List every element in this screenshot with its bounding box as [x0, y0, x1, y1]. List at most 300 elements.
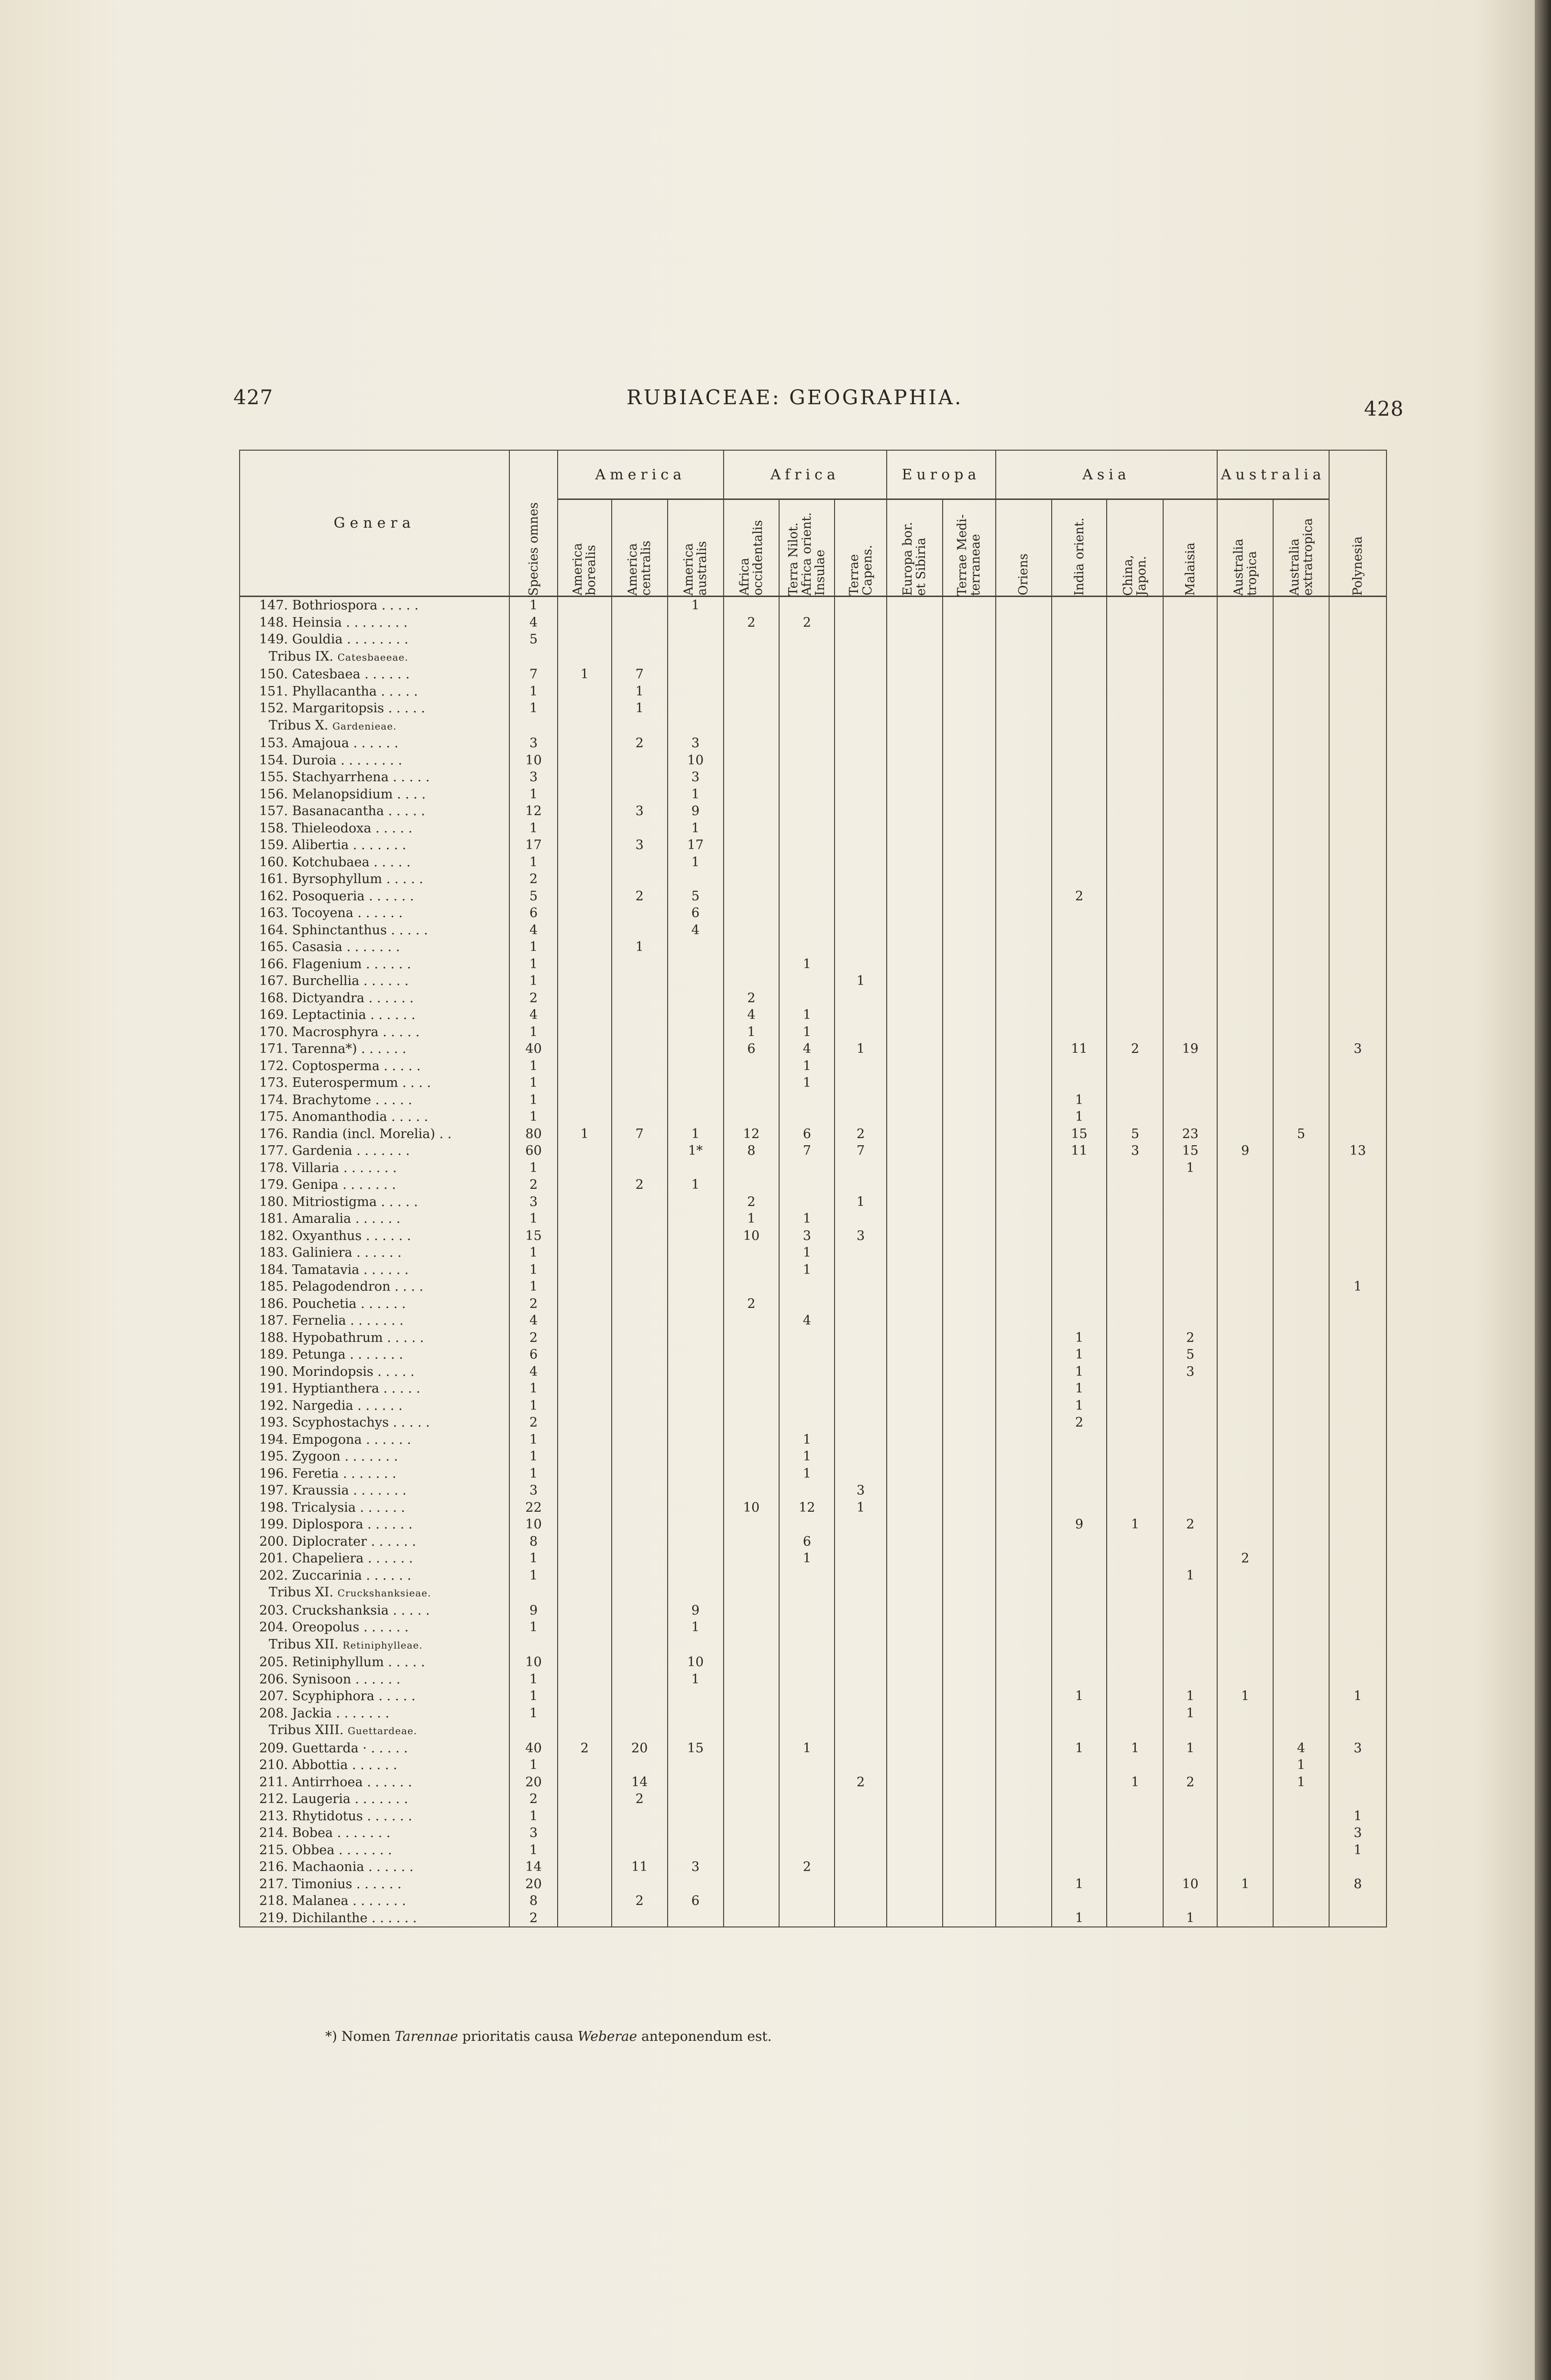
genus-name: 166. Flagenium . . . . . . [240, 956, 509, 973]
cell-af-occ [724, 666, 780, 683]
cell-india [1052, 700, 1107, 717]
cell-polynesia: 3 [1329, 1740, 1386, 1757]
cell-au-trop [1217, 871, 1273, 888]
cell-eu-bor [887, 1808, 943, 1825]
cell-af-nil [779, 1176, 835, 1194]
cell-af-nil: 1 [779, 1074, 835, 1092]
cell-au-extra [1273, 1295, 1329, 1313]
cell-af-occ [724, 1893, 780, 1910]
cell-af-nil [779, 597, 835, 614]
cell-eu-med [943, 1126, 996, 1143]
genus-row [240, 1516, 1386, 1533]
cell-au-trop [1217, 614, 1273, 631]
species-count: 8 [509, 1893, 558, 1910]
cell-af-cap [835, 956, 887, 973]
cell-au-trop [1217, 1757, 1273, 1774]
genus-name: 179. Genipa . . . . . . . [240, 1176, 509, 1194]
cell-china [1107, 1363, 1163, 1381]
cell-am-bor [558, 939, 612, 956]
genus-row [240, 1244, 1386, 1262]
empty-cell [1107, 717, 1163, 735]
cell-af-nil [779, 1842, 835, 1859]
cell-eu-med [943, 973, 996, 990]
cell-am-aus: 15 [668, 1740, 724, 1757]
cell-am-cen: 1 [612, 700, 668, 717]
cell-au-extra [1273, 1380, 1329, 1397]
cell-eu-med [943, 1842, 996, 1859]
cell-am-cen [612, 1024, 668, 1041]
cell-af-nil: 2 [779, 1859, 835, 1876]
cell-india [1052, 803, 1107, 820]
cell-india [1052, 1160, 1107, 1177]
cell-eu-med [943, 1859, 996, 1876]
species-count: 1 [509, 973, 558, 990]
species-count: 10 [509, 1654, 558, 1671]
cell-polynesia [1329, 1160, 1386, 1177]
cell-am-cen [612, 1295, 668, 1313]
cell-au-trop [1217, 1278, 1273, 1295]
cell-af-occ: 4 [724, 1007, 780, 1024]
cell-am-cen [612, 1619, 668, 1636]
cell-malaisia [1163, 888, 1217, 905]
genus-name: 169. Leptactinia . . . . . . [240, 1007, 509, 1024]
cell-india [1052, 786, 1107, 803]
genus-row [240, 820, 1386, 837]
cell-am-aus [668, 1550, 724, 1567]
cell-india [1052, 1210, 1107, 1228]
cell-eu-med [943, 631, 996, 648]
empty-cell [1052, 1636, 1107, 1654]
cell-am-aus [668, 1482, 724, 1499]
empty-cell [724, 648, 780, 666]
empty-cell [612, 717, 668, 735]
cell-malaisia [1163, 1024, 1217, 1041]
cell-india: 11 [1052, 1142, 1107, 1160]
cell-am-aus [668, 1346, 724, 1363]
species-count: 1 [509, 1160, 558, 1177]
cell-am-bor [558, 1516, 612, 1533]
genus-row [240, 1602, 1386, 1619]
cell-china [1107, 1108, 1163, 1126]
empty-cell [1163, 1636, 1217, 1654]
cell-am-bor [558, 614, 612, 631]
cell-india [1052, 1602, 1107, 1619]
cell-am-cen: 11 [612, 1859, 668, 1876]
cell-af-occ [724, 1876, 780, 1893]
cell-am-bor [558, 854, 612, 871]
cell-au-extra [1273, 735, 1329, 752]
genus-name: 211. Antirrhoea . . . . . . [240, 1774, 509, 1791]
species-count: 1 [509, 1688, 558, 1705]
cell-eu-med [943, 820, 996, 837]
tribus-label: Tribus X. Gardenieae. [240, 717, 509, 735]
cell-au-extra [1273, 1329, 1329, 1347]
cell-af-nil [779, 1705, 835, 1722]
genus-name: 153. Amajoua . . . . . . [240, 735, 509, 752]
cell-polynesia [1329, 1058, 1386, 1075]
cell-eu-med [943, 597, 996, 614]
genus-name: 174. Brachytome . . . . . [240, 1092, 509, 1109]
cell-oriens [996, 1465, 1052, 1483]
cell-am-aus [668, 1295, 724, 1313]
cell-am-aus [668, 1024, 724, 1041]
cell-india: 1 [1052, 1092, 1107, 1109]
cell-eu-med [943, 1465, 996, 1483]
cell-eu-med [943, 1142, 996, 1160]
cell-china [1107, 1262, 1163, 1279]
cell-china [1107, 1397, 1163, 1415]
cell-am-bor: 1 [558, 666, 612, 683]
cell-malaisia [1163, 803, 1217, 820]
cell-eu-bor [887, 1058, 943, 1075]
cell-china: 2 [1107, 1041, 1163, 1058]
cell-india [1052, 1074, 1107, 1092]
cell-china [1107, 1550, 1163, 1567]
cell-au-extra [1273, 939, 1329, 956]
empty-cell [1329, 1636, 1386, 1654]
cell-eu-med [943, 1774, 996, 1791]
cell-au-extra [1273, 1092, 1329, 1109]
cell-eu-bor [887, 1448, 943, 1465]
species-count: 4 [509, 922, 558, 939]
cell-china [1107, 1176, 1163, 1194]
cell-am-bor [558, 1774, 612, 1791]
cell-af-cap [835, 1380, 887, 1397]
cell-malaisia: 1 [1163, 1740, 1217, 1757]
cell-eu-bor [887, 786, 943, 803]
cell-malaisia [1163, 1210, 1217, 1228]
cell-eu-med [943, 1278, 996, 1295]
genus-row [240, 1092, 1386, 1109]
cell-af-cap [835, 1007, 887, 1024]
cell-af-nil: 3 [779, 1228, 835, 1245]
empty-cell [724, 717, 780, 735]
cell-au-trop [1217, 1041, 1273, 1058]
cell-oriens [996, 1092, 1052, 1109]
cell-af-nil [779, 1194, 835, 1211]
cell-am-aus [668, 1312, 724, 1329]
africa-occidentalis-header: Africa occidentalis [724, 499, 780, 597]
cell-af-occ [724, 1346, 780, 1363]
cell-au-extra [1273, 1346, 1329, 1363]
cell-malaisia [1163, 1465, 1217, 1483]
cell-india: 1 [1052, 1910, 1107, 1927]
cell-oriens [996, 631, 1052, 648]
cell-china [1107, 1074, 1163, 1092]
cell-polynesia [1329, 1859, 1386, 1876]
cell-eu-bor [887, 1160, 943, 1177]
cell-au-extra [1273, 1671, 1329, 1688]
tribus-row [240, 1722, 1386, 1740]
cell-eu-med [943, 1876, 996, 1893]
cell-malaisia: 23 [1163, 1126, 1217, 1143]
cell-au-trop [1217, 1808, 1273, 1825]
empty-cell [943, 717, 996, 735]
cell-am-aus [668, 871, 724, 888]
cell-am-aus: 6 [668, 905, 724, 922]
cell-oriens [996, 1329, 1052, 1347]
genus-name: 191. Hyptianthera . . . . . [240, 1380, 509, 1397]
cell-oriens [996, 1654, 1052, 1671]
cell-eu-bor [887, 1024, 943, 1041]
cell-af-nil [779, 1774, 835, 1791]
cell-india [1052, 1024, 1107, 1041]
cell-eu-med [943, 871, 996, 888]
cell-af-cap [835, 1876, 887, 1893]
cell-china [1107, 597, 1163, 614]
cell-polynesia [1329, 1295, 1386, 1313]
cell-am-aus: 4 [668, 922, 724, 939]
genus-name: 175. Anomanthodia . . . . . [240, 1108, 509, 1126]
cell-af-occ: 10 [724, 1228, 780, 1245]
page-title: RUBIACEAE: GEOGRAPHIA. [627, 386, 963, 409]
cell-china [1107, 1295, 1163, 1313]
cell-af-nil [779, 1808, 835, 1825]
cell-india [1052, 1842, 1107, 1859]
genus-name: 160. Kotchubaea . . . . . [240, 854, 509, 871]
cell-india [1052, 769, 1107, 786]
cell-au-extra [1273, 1808, 1329, 1825]
cell-am-cen [612, 1210, 668, 1228]
cell-au-trop [1217, 752, 1273, 769]
cell-china [1107, 1567, 1163, 1584]
cell-am-bor [558, 1210, 612, 1228]
cell-eu-bor [887, 752, 943, 769]
cell-eu-bor [887, 871, 943, 888]
cell-eu-med [943, 1397, 996, 1415]
cell-af-occ [724, 631, 780, 648]
cell-oriens [996, 1210, 1052, 1228]
empty-cell [835, 1722, 887, 1740]
empty-cell [835, 1584, 887, 1602]
cell-polynesia [1329, 666, 1386, 683]
cell-eu-bor [887, 1041, 943, 1058]
empty-cell [779, 648, 835, 666]
genus-name: 147. Bothriospora . . . . . [240, 597, 509, 614]
cell-af-occ [724, 1465, 780, 1483]
cell-china [1107, 786, 1163, 803]
cell-af-cap [835, 1329, 887, 1347]
cell-au-extra [1273, 1876, 1329, 1893]
cell-india [1052, 871, 1107, 888]
cell-china: 3 [1107, 1142, 1163, 1160]
genus-name: 150. Catesbaea . . . . . . [240, 666, 509, 683]
cell-am-cen [612, 922, 668, 939]
cell-polynesia [1329, 1397, 1386, 1415]
species-count: 2 [509, 1295, 558, 1313]
cell-au-extra [1273, 1041, 1329, 1058]
cell-am-bor [558, 956, 612, 973]
cell-polynesia [1329, 1516, 1386, 1533]
cell-au-trop [1217, 888, 1273, 905]
cell-af-cap [835, 1602, 887, 1619]
cell-af-occ [724, 1092, 780, 1109]
species-count: 4 [509, 1363, 558, 1381]
cell-af-nil [779, 854, 835, 871]
cell-malaisia: 1 [1163, 1688, 1217, 1705]
cell-malaisia [1163, 1295, 1217, 1313]
cell-eu-bor [887, 700, 943, 717]
cell-am-bor [558, 837, 612, 854]
cell-au-extra: 5 [1273, 1126, 1329, 1143]
empty-cell [509, 717, 558, 735]
cell-am-cen [612, 820, 668, 837]
cell-au-trop [1217, 1329, 1273, 1347]
cell-af-nil [779, 1108, 835, 1126]
cell-af-cap [835, 1092, 887, 1109]
cell-eu-bor [887, 1910, 943, 1927]
cell-eu-bor [887, 854, 943, 871]
empty-cell [996, 1584, 1052, 1602]
genus-row [240, 1705, 1386, 1722]
cell-am-aus: 10 [668, 1654, 724, 1671]
cell-au-trop [1217, 683, 1273, 700]
cell-au-extra [1273, 803, 1329, 820]
cell-india [1052, 905, 1107, 922]
cell-am-aus [668, 1108, 724, 1126]
species-count: 1 [509, 820, 558, 837]
cell-am-bor [558, 973, 612, 990]
genus-row [240, 1791, 1386, 1808]
empty-cell [558, 1722, 612, 1740]
cell-eu-bor [887, 1671, 943, 1688]
cell-am-bor [558, 1910, 612, 1927]
cell-india [1052, 1312, 1107, 1329]
cell-au-extra [1273, 1431, 1329, 1449]
cell-malaisia: 1 [1163, 1567, 1217, 1584]
cell-am-aus [668, 1194, 724, 1211]
cell-au-extra [1273, 631, 1329, 648]
cell-au-trop [1217, 1108, 1273, 1126]
cell-af-cap [835, 1108, 887, 1126]
genus-name: 173. Euterospermum . . . . [240, 1074, 509, 1092]
genus-row [240, 1058, 1386, 1075]
cell-af-occ [724, 956, 780, 973]
cell-af-cap [835, 1516, 887, 1533]
cell-malaisia [1163, 1312, 1217, 1329]
cell-am-bor [558, 1142, 612, 1160]
empty-cell [887, 648, 943, 666]
cell-malaisia [1163, 1499, 1217, 1517]
genus-name: 202. Zuccarinia . . . . . . [240, 1567, 509, 1584]
cell-eu-med [943, 1619, 996, 1636]
cell-af-occ [724, 1431, 780, 1449]
cell-eu-bor [887, 1108, 943, 1126]
cell-am-bor: 1 [558, 1126, 612, 1143]
species-count: 1 [509, 1671, 558, 1688]
genus-name: 217. Timonius . . . . . . [240, 1876, 509, 1893]
cell-polynesia [1329, 1567, 1386, 1584]
cell-india [1052, 1533, 1107, 1550]
cell-af-nil: 6 [779, 1533, 835, 1550]
genus-name: 187. Fernelia . . . . . . . [240, 1312, 509, 1329]
cell-china [1107, 1808, 1163, 1825]
cell-malaisia [1163, 1278, 1217, 1295]
cell-india: 1 [1052, 1108, 1107, 1126]
cell-af-occ [724, 1619, 780, 1636]
cell-polynesia [1329, 1126, 1386, 1143]
cell-au-trop [1217, 1363, 1273, 1381]
cell-am-cen [612, 1654, 668, 1671]
cell-af-nil [779, 1619, 835, 1636]
cell-am-cen [612, 1910, 668, 1927]
tribus-label: Tribus IX. Catesbaeeae. [240, 648, 509, 666]
cell-eu-med [943, 1160, 996, 1177]
empty-cell [1273, 717, 1329, 735]
cell-malaisia [1163, 1825, 1217, 1842]
cell-am-cen [612, 1142, 668, 1160]
cell-am-aus [668, 1431, 724, 1449]
genus-row [240, 1278, 1386, 1295]
cell-am-cen: 1 [612, 939, 668, 956]
cell-polynesia [1329, 973, 1386, 990]
cell-am-aus: 3 [668, 1859, 724, 1876]
cell-polynesia: 3 [1329, 1041, 1386, 1058]
cell-polynesia [1329, 1007, 1386, 1024]
cell-malaisia [1163, 820, 1217, 837]
cell-au-extra [1273, 1499, 1329, 1517]
cell-eu-med [943, 1654, 996, 1671]
empty-cell [779, 1722, 835, 1740]
terrae-mediterraneae-header: Terrae Medi- terraneae [943, 499, 996, 597]
cell-au-extra [1273, 1363, 1329, 1381]
cell-af-cap [835, 1074, 887, 1092]
cell-eu-med [943, 683, 996, 700]
cell-am-aus [668, 1228, 724, 1245]
cell-polynesia [1329, 803, 1386, 820]
cell-af-cap [835, 1414, 887, 1431]
cell-am-bor [558, 1244, 612, 1262]
cell-eu-bor [887, 1688, 943, 1705]
cell-eu-bor [887, 1228, 943, 1245]
cell-malaisia: 2 [1163, 1516, 1217, 1533]
genus-name: 208. Jackia . . . . . . . [240, 1705, 509, 1722]
cell-china [1107, 939, 1163, 956]
species-count: 1 [509, 1074, 558, 1092]
genus-name: 219. Dichilanthe . . . . . . [240, 1910, 509, 1927]
cell-af-occ [724, 1108, 780, 1126]
cell-china [1107, 1859, 1163, 1876]
cell-eu-med [943, 1312, 996, 1329]
cell-af-cap: 7 [835, 1142, 887, 1160]
cell-au-extra [1273, 1142, 1329, 1160]
cell-af-cap: 1 [835, 1499, 887, 1517]
cell-china [1107, 666, 1163, 683]
cell-au-trop [1217, 1859, 1273, 1876]
species-count: 1 [509, 1244, 558, 1262]
cell-eu-bor [887, 1876, 943, 1893]
cell-am-bor [558, 803, 612, 820]
cell-am-bor [558, 1312, 612, 1329]
cell-af-occ: 1 [724, 1210, 780, 1228]
cell-am-cen [612, 1092, 668, 1109]
empty-cell [779, 1636, 835, 1654]
cell-af-cap [835, 1910, 887, 1927]
cell-oriens [996, 1312, 1052, 1329]
cell-china [1107, 1278, 1163, 1295]
cell-af-cap [835, 871, 887, 888]
species-count: 2 [509, 1791, 558, 1808]
cell-af-cap [835, 1058, 887, 1075]
cell-china [1107, 1705, 1163, 1722]
cell-am-bor [558, 1194, 612, 1211]
cell-am-cen [612, 1499, 668, 1517]
cell-eu-med [943, 786, 996, 803]
cell-oriens [996, 1791, 1052, 1808]
species-count: 1 [509, 854, 558, 871]
cell-af-cap [835, 803, 887, 820]
cell-malaisia [1163, 1058, 1217, 1075]
